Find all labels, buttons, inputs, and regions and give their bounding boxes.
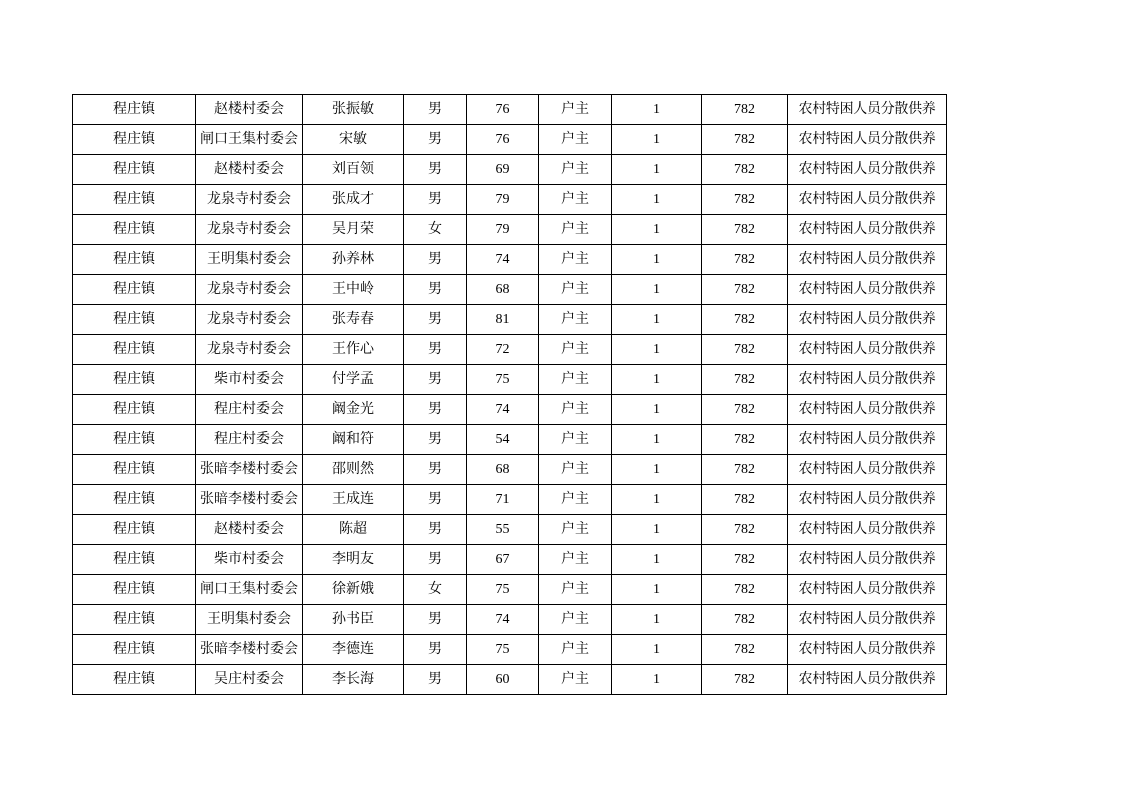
gender-cell: 男 [404, 605, 467, 635]
household-size-cell: 1 [612, 575, 702, 605]
category-cell: 农村特困人员分散供养 [788, 455, 947, 485]
town-cell: 程庄镇 [73, 515, 196, 545]
town-cell: 程庄镇 [73, 185, 196, 215]
category-cell: 农村特困人员分散供养 [788, 365, 947, 395]
gender-cell: 男 [404, 245, 467, 275]
amount-cell: 782 [702, 635, 788, 665]
gender-cell: 男 [404, 635, 467, 665]
town-cell: 程庄镇 [73, 575, 196, 605]
age-cell: 79 [467, 185, 539, 215]
amount-cell: 782 [702, 95, 788, 125]
name-cell: 张寿春 [303, 305, 404, 335]
amount-cell: 782 [702, 485, 788, 515]
relation-cell: 户主 [539, 335, 612, 365]
category-cell: 农村特困人员分散供养 [788, 95, 947, 125]
relation-cell: 户主 [539, 425, 612, 455]
name-cell: 陈超 [303, 515, 404, 545]
village-committee-cell: 张暗李楼村委会 [196, 455, 303, 485]
household-size-cell: 1 [612, 365, 702, 395]
gender-cell: 男 [404, 365, 467, 395]
age-cell: 74 [467, 245, 539, 275]
category-cell: 农村特困人员分散供养 [788, 155, 947, 185]
gender-cell: 男 [404, 275, 467, 305]
category-cell: 农村特困人员分散供养 [788, 245, 947, 275]
age-cell: 69 [467, 155, 539, 185]
table-row [73, 365, 947, 395]
age-cell: 68 [467, 275, 539, 305]
amount-cell: 782 [702, 395, 788, 425]
name-cell: 张振敏 [303, 95, 404, 125]
amount-cell: 782 [702, 575, 788, 605]
gender-cell: 男 [404, 185, 467, 215]
village-committee-cell: 赵楼村委会 [196, 95, 303, 125]
name-cell: 阚金光 [303, 395, 404, 425]
age-cell: 74 [467, 395, 539, 425]
table-row [73, 485, 947, 515]
age-cell: 67 [467, 545, 539, 575]
amount-cell: 782 [702, 245, 788, 275]
town-cell: 程庄镇 [73, 455, 196, 485]
town-cell: 程庄镇 [73, 665, 196, 695]
name-cell: 孙养林 [303, 245, 404, 275]
age-cell: 81 [467, 305, 539, 335]
category-cell: 农村特困人员分散供养 [788, 515, 947, 545]
name-cell: 王作心 [303, 335, 404, 365]
village-committee-cell: 龙泉寺村委会 [196, 275, 303, 305]
relation-cell: 户主 [539, 305, 612, 335]
town-cell: 程庄镇 [73, 155, 196, 185]
town-cell: 程庄镇 [73, 275, 196, 305]
category-cell: 农村特困人员分散供养 [788, 545, 947, 575]
relation-cell: 户主 [539, 635, 612, 665]
gender-cell: 男 [404, 335, 467, 365]
name-cell: 李德连 [303, 635, 404, 665]
table-row [73, 335, 947, 365]
table-row [73, 635, 947, 665]
household-size-cell: 1 [612, 455, 702, 485]
village-committee-cell: 龙泉寺村委会 [196, 185, 303, 215]
amount-cell: 782 [702, 155, 788, 185]
age-cell: 76 [467, 95, 539, 125]
village-committee-cell: 赵楼村委会 [196, 155, 303, 185]
category-cell: 农村特困人员分散供养 [788, 635, 947, 665]
table-row [73, 425, 947, 455]
gender-cell: 男 [404, 305, 467, 335]
amount-cell: 782 [702, 275, 788, 305]
amount-cell: 782 [702, 515, 788, 545]
village-committee-cell: 龙泉寺村委会 [196, 305, 303, 335]
name-cell: 付学孟 [303, 365, 404, 395]
amount-cell: 782 [702, 665, 788, 695]
name-cell: 吴月荣 [303, 215, 404, 245]
village-committee-cell: 赵楼村委会 [196, 515, 303, 545]
household-size-cell: 1 [612, 665, 702, 695]
category-cell: 农村特困人员分散供养 [788, 185, 947, 215]
amount-cell: 782 [702, 215, 788, 245]
gender-cell: 男 [404, 545, 467, 575]
table-body [73, 95, 947, 695]
relation-cell: 户主 [539, 125, 612, 155]
town-cell: 程庄镇 [73, 485, 196, 515]
age-cell: 74 [467, 605, 539, 635]
town-cell: 程庄镇 [73, 125, 196, 155]
town-cell: 程庄镇 [73, 215, 196, 245]
amount-cell: 782 [702, 185, 788, 215]
town-cell: 程庄镇 [73, 305, 196, 335]
relation-cell: 户主 [539, 395, 612, 425]
household-size-cell: 1 [612, 485, 702, 515]
table-row [73, 125, 947, 155]
village-committee-cell: 龙泉寺村委会 [196, 335, 303, 365]
relation-cell: 户主 [539, 275, 612, 305]
household-size-cell: 1 [612, 155, 702, 185]
table-row [73, 155, 947, 185]
relation-cell: 户主 [539, 245, 612, 275]
relation-cell: 户主 [539, 215, 612, 245]
amount-cell: 782 [702, 545, 788, 575]
village-committee-cell: 柴市村委会 [196, 545, 303, 575]
village-committee-cell: 程庄村委会 [196, 395, 303, 425]
town-cell: 程庄镇 [73, 395, 196, 425]
name-cell: 李长海 [303, 665, 404, 695]
relation-cell: 户主 [539, 185, 612, 215]
household-size-cell: 1 [612, 125, 702, 155]
category-cell: 农村特困人员分散供养 [788, 425, 947, 455]
name-cell: 王中岭 [303, 275, 404, 305]
category-cell: 农村特困人员分散供养 [788, 125, 947, 155]
name-cell: 阚和符 [303, 425, 404, 455]
age-cell: 55 [467, 515, 539, 545]
town-cell: 程庄镇 [73, 365, 196, 395]
relation-cell: 户主 [539, 605, 612, 635]
household-size-cell: 1 [612, 335, 702, 365]
name-cell: 李明友 [303, 545, 404, 575]
relation-cell: 户主 [539, 545, 612, 575]
amount-cell: 782 [702, 425, 788, 455]
category-cell: 农村特困人员分散供养 [788, 395, 947, 425]
name-cell: 刘百领 [303, 155, 404, 185]
household-size-cell: 1 [612, 245, 702, 275]
town-cell: 程庄镇 [73, 95, 196, 125]
name-cell: 邵则然 [303, 455, 404, 485]
gender-cell: 男 [404, 155, 467, 185]
village-committee-cell: 程庄村委会 [196, 425, 303, 455]
household-size-cell: 1 [612, 395, 702, 425]
table-row [73, 185, 947, 215]
amount-cell: 782 [702, 455, 788, 485]
category-cell: 农村特困人员分散供养 [788, 275, 947, 305]
age-cell: 71 [467, 485, 539, 515]
town-cell: 程庄镇 [73, 635, 196, 665]
gender-cell: 男 [404, 485, 467, 515]
name-cell: 王成连 [303, 485, 404, 515]
table-row [73, 605, 947, 635]
category-cell: 农村特困人员分散供养 [788, 305, 947, 335]
age-cell: 75 [467, 635, 539, 665]
relation-cell: 户主 [539, 485, 612, 515]
village-committee-cell: 闸口王集村委会 [196, 575, 303, 605]
relation-cell: 户主 [539, 95, 612, 125]
category-cell: 农村特困人员分散供养 [788, 335, 947, 365]
table-row [73, 455, 947, 485]
household-size-cell: 1 [612, 275, 702, 305]
name-cell: 徐新娥 [303, 575, 404, 605]
household-size-cell: 1 [612, 185, 702, 215]
table-row [73, 95, 947, 125]
name-cell: 宋敏 [303, 125, 404, 155]
household-size-cell: 1 [612, 215, 702, 245]
age-cell: 60 [467, 665, 539, 695]
table-row [73, 275, 947, 305]
amount-cell: 782 [702, 125, 788, 155]
relation-cell: 户主 [539, 455, 612, 485]
village-committee-cell: 王明集村委会 [196, 245, 303, 275]
table-row [73, 245, 947, 275]
gender-cell: 男 [404, 665, 467, 695]
village-committee-cell: 王明集村委会 [196, 605, 303, 635]
household-size-cell: 1 [612, 515, 702, 545]
age-cell: 68 [467, 455, 539, 485]
town-cell: 程庄镇 [73, 335, 196, 365]
household-size-cell: 1 [612, 95, 702, 125]
village-committee-cell: 柴市村委会 [196, 365, 303, 395]
amount-cell: 782 [702, 365, 788, 395]
town-cell: 程庄镇 [73, 425, 196, 455]
table-row [73, 575, 947, 605]
village-committee-cell: 龙泉寺村委会 [196, 215, 303, 245]
relation-cell: 户主 [539, 515, 612, 545]
name-cell: 孙书臣 [303, 605, 404, 635]
age-cell: 76 [467, 125, 539, 155]
relation-cell: 户主 [539, 665, 612, 695]
household-size-cell: 1 [612, 635, 702, 665]
age-cell: 72 [467, 335, 539, 365]
household-size-cell: 1 [612, 545, 702, 575]
relief-recipients-table [72, 94, 947, 695]
table-row [73, 305, 947, 335]
age-cell: 75 [467, 365, 539, 395]
gender-cell: 男 [404, 125, 467, 155]
amount-cell: 782 [702, 605, 788, 635]
category-cell: 农村特困人员分散供养 [788, 485, 947, 515]
gender-cell: 男 [404, 425, 467, 455]
category-cell: 农村特困人员分散供养 [788, 215, 947, 245]
gender-cell: 男 [404, 95, 467, 125]
amount-cell: 782 [702, 335, 788, 365]
town-cell: 程庄镇 [73, 605, 196, 635]
household-size-cell: 1 [612, 425, 702, 455]
household-size-cell: 1 [612, 605, 702, 635]
amount-cell: 782 [702, 305, 788, 335]
category-cell: 农村特困人员分散供养 [788, 665, 947, 695]
table-row [73, 215, 947, 245]
town-cell: 程庄镇 [73, 545, 196, 575]
table-row [73, 545, 947, 575]
age-cell: 54 [467, 425, 539, 455]
village-committee-cell: 张暗李楼村委会 [196, 635, 303, 665]
relation-cell: 户主 [539, 365, 612, 395]
gender-cell: 女 [404, 575, 467, 605]
gender-cell: 男 [404, 455, 467, 485]
village-committee-cell: 张暗李楼村委会 [196, 485, 303, 515]
age-cell: 79 [467, 215, 539, 245]
village-committee-cell: 闸口王集村委会 [196, 125, 303, 155]
village-committee-cell: 吴庄村委会 [196, 665, 303, 695]
household-size-cell: 1 [612, 305, 702, 335]
age-cell: 75 [467, 575, 539, 605]
gender-cell: 女 [404, 215, 467, 245]
category-cell: 农村特困人员分散供养 [788, 575, 947, 605]
relation-cell: 户主 [539, 575, 612, 605]
town-cell: 程庄镇 [73, 245, 196, 275]
relation-cell: 户主 [539, 155, 612, 185]
table-row [73, 665, 947, 695]
category-cell: 农村特困人员分散供养 [788, 605, 947, 635]
gender-cell: 男 [404, 395, 467, 425]
gender-cell: 男 [404, 515, 467, 545]
table-row [73, 395, 947, 425]
table-row [73, 515, 947, 545]
name-cell: 张成才 [303, 185, 404, 215]
